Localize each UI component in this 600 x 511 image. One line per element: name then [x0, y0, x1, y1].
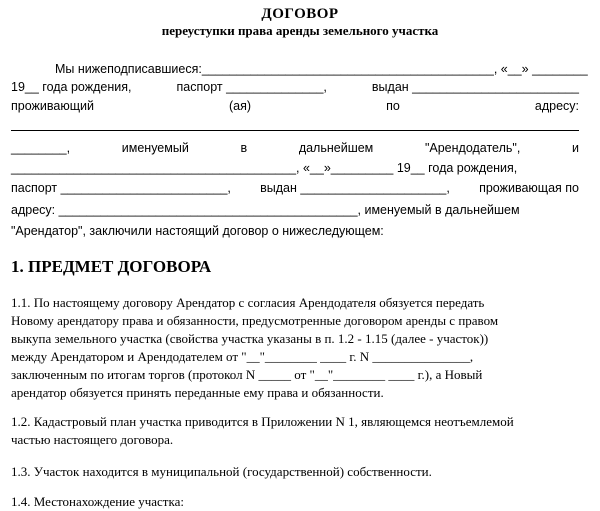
- clause-1-2-line: частью настоящего договора.: [11, 432, 174, 447]
- section-heading: 1. ПРЕДМЕТ ДОГОВОРА: [11, 257, 212, 276]
- preamble-line-2-part: 19__ года рождения,: [11, 80, 132, 94]
- preamble-line-3: [11, 99, 579, 116]
- preamble-line-3-part: (ая): [229, 99, 252, 113]
- preamble-line-3-part: по: [386, 99, 400, 113]
- preamble-line-5-part: и: [572, 141, 579, 155]
- preamble-line-8: адресу: ___________________________________________, именуемый в дальнейшем: [11, 203, 520, 217]
- clause-1-2-line: 1.2. Кадастровый план участка приводится в Приложении N 1, являющемся неотъемлемой: [11, 414, 514, 429]
- document-title: ДОГОВОР: [261, 6, 339, 22]
- preamble-line-5-part: в: [240, 141, 248, 155]
- preamble-line-7-part: выдан _____________________,: [260, 181, 450, 195]
- preamble-line-9: "Арендатор", заключили настоящий договор о нижеследующем:: [11, 224, 384, 238]
- clause-1-1-line: выкупа земельного участка (свойства участка указаны в п. 1.2 - 1.15 (далее - участок)): [11, 331, 489, 346]
- clause-1-1-line: арендатор обязуется принять переданные ему права и обязанности.: [11, 385, 384, 400]
- preamble-line-7: [11, 181, 579, 198]
- preamble-line-5-part: дальнейшем: [298, 141, 374, 155]
- preamble-line-2: [11, 80, 579, 97]
- preamble-line-3-part: проживающий: [11, 99, 94, 113]
- preamble-line-2-part: выдан ________________________: [371, 80, 579, 94]
- clause-1-1-line: между Арендатором и Арендодателем от "__"________ ____ г. N _______________,: [11, 349, 474, 364]
- preamble-line-3-part: адресу:: [534, 99, 579, 113]
- preamble-line-5-part: именуемый: [121, 141, 189, 155]
- preamble-line-1: Мы нижеподписавшиеся:__________________________________________, «__» ________: [55, 62, 588, 76]
- preamble-line-7-part: проживающая по: [479, 181, 579, 195]
- clause-1-4: 1.4. Местонахождение участка:: [11, 494, 184, 509]
- clause-1-1-line: 1.1. По настоящему договору Арендатор с согласия Арендодателя обязуется передать: [11, 295, 485, 310]
- preamble-line-2-part: паспорт ______________,: [176, 80, 327, 94]
- preamble-line-5: [11, 141, 579, 158]
- preamble-line-5-part: "Арендодатель",: [424, 141, 521, 155]
- preamble-line-6: _________________________________________, «__»_________ 19__ года рождения,: [11, 161, 518, 175]
- clause-1-3: 1.3. Участок находится в муниципальной (государственной) собственности.: [11, 464, 432, 479]
- address-underline: [11, 130, 579, 131]
- document-subtitle: переуступки права аренды земельного участка: [161, 23, 439, 38]
- clause-1-1-line: Новому арендатору права и обязанности, предусмотренные договором аренды с правом: [11, 313, 499, 328]
- clause-1-1-line: заключенным по итогам торгов (протокол N _____ от "__"________ ____ г.), а Новый: [11, 367, 483, 382]
- preamble-line-7-part: паспорт ________________________,: [11, 181, 231, 195]
- preamble-line-5-part: ________,: [11, 141, 71, 155]
